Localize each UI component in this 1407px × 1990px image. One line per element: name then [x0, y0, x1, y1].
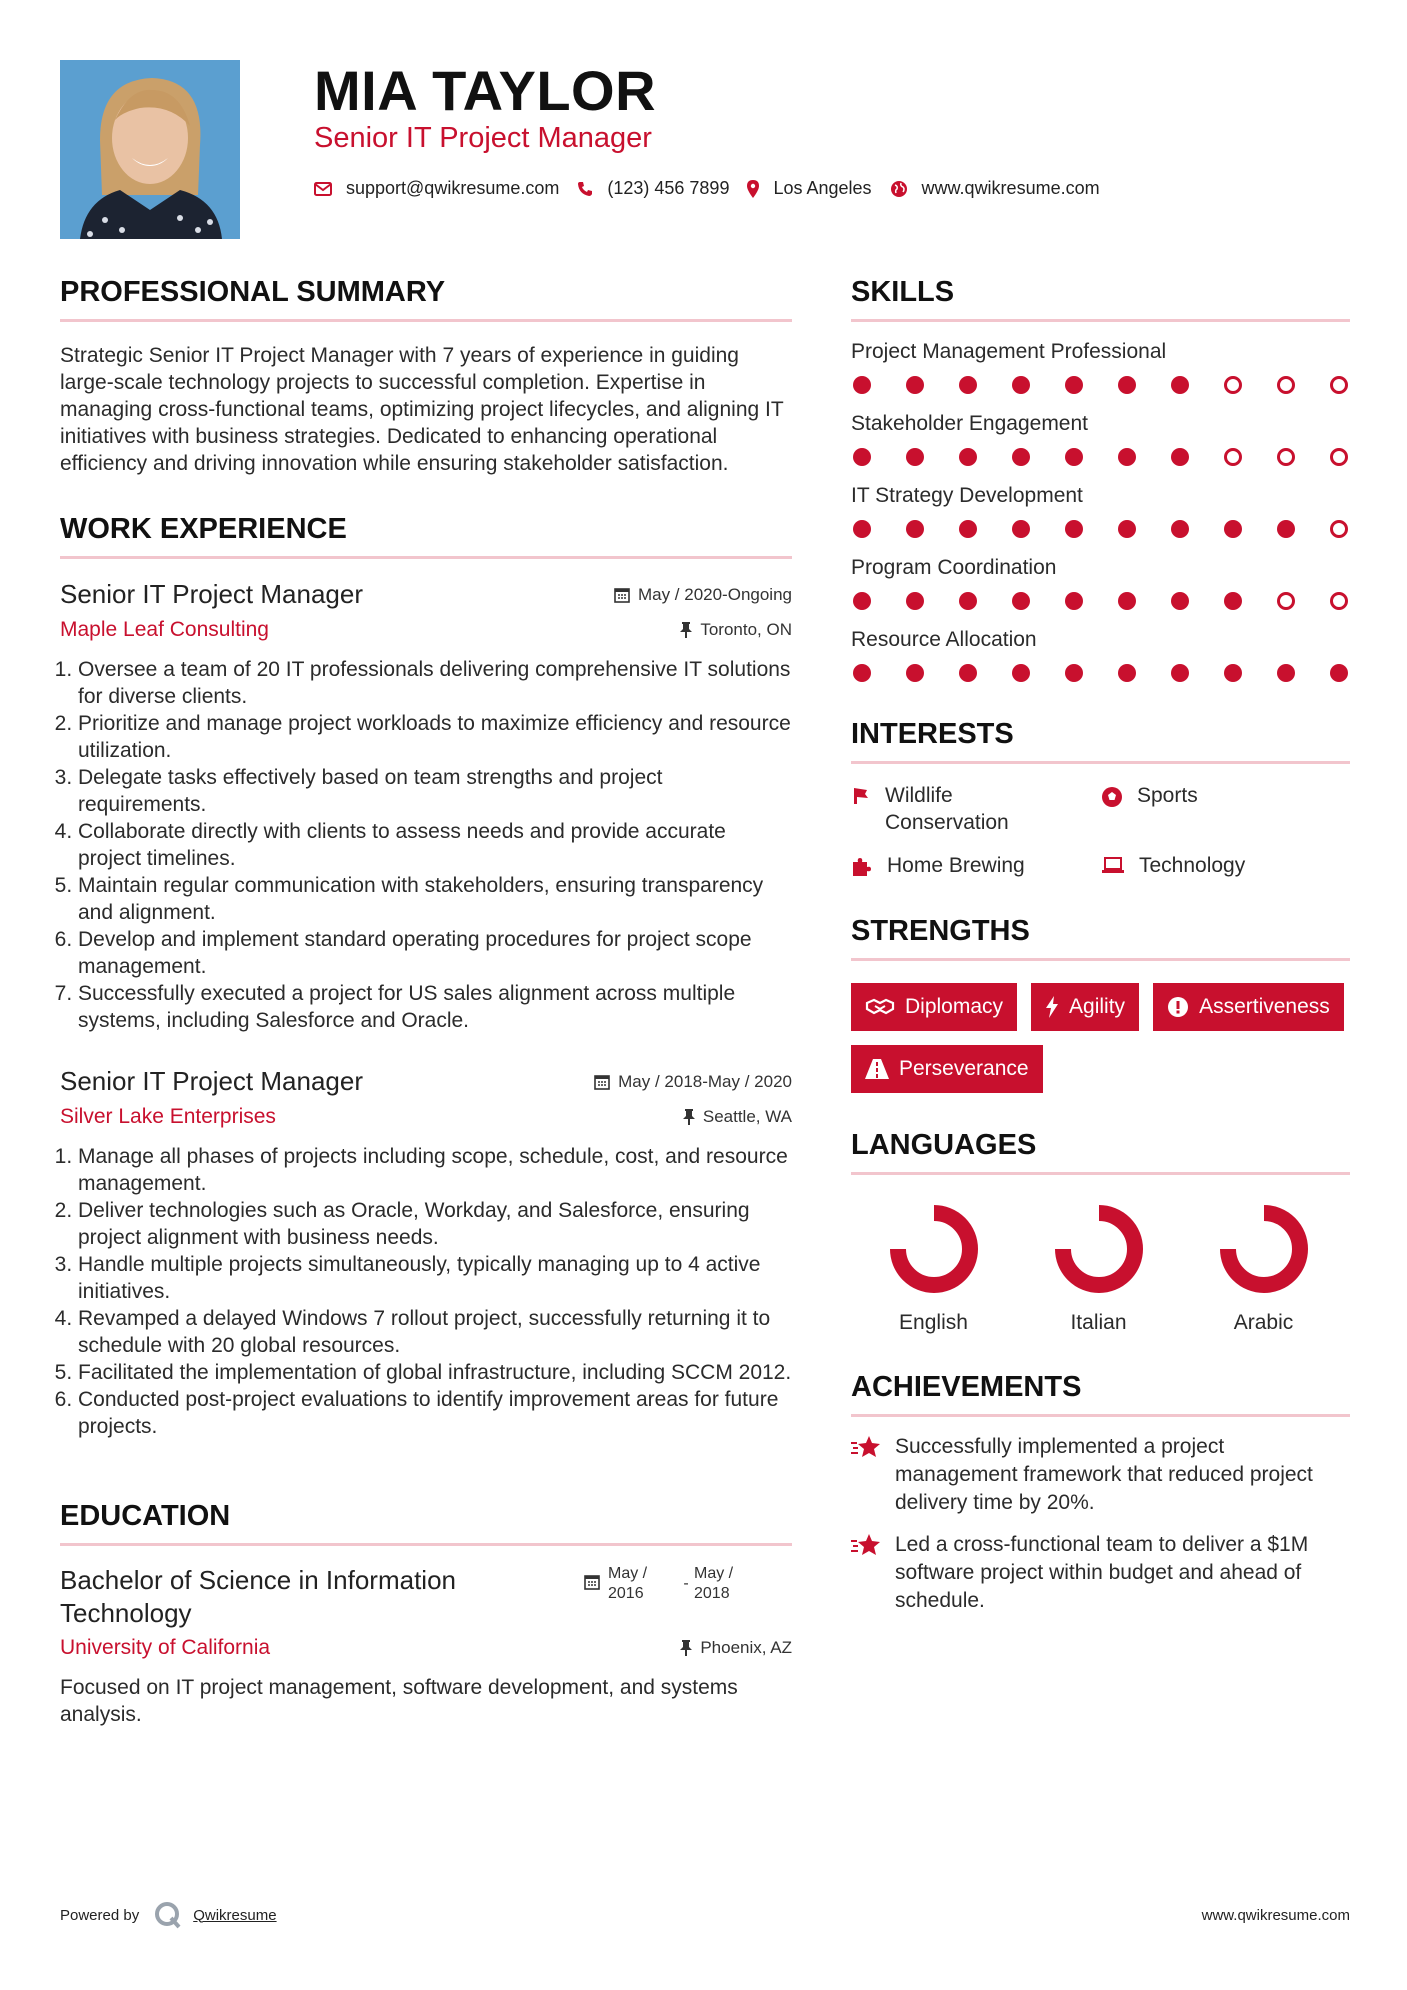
qwikresume-logo-icon [153, 1900, 183, 1930]
interests-list [851, 782, 1350, 879]
rating-dot-filled [1065, 520, 1083, 538]
rating-dot-filled [1065, 592, 1083, 610]
phone-icon [577, 181, 593, 197]
interest-item [851, 852, 1101, 879]
job-dates [594, 1072, 792, 1092]
job-dates-text: May / 2020-Ongoing [637, 585, 792, 604]
language-gauge [1051, 1201, 1147, 1297]
rating-dot-empty [1330, 592, 1348, 610]
envelope-icon [314, 182, 332, 196]
rating-dot-filled [1118, 376, 1136, 394]
rating-dot-empty [1224, 448, 1242, 466]
website-text: www.qwikresume.com [921, 178, 1100, 198]
gauge-arc [1228, 1213, 1300, 1285]
list-item: 2. Prioritize and manage project workloads to maximize efficiency and resource utilization. [78, 710, 792, 764]
rating-dot-filled [906, 664, 924, 682]
brand-link[interactable]: Qwikresume [193, 1906, 277, 1924]
skill-rating [851, 664, 1350, 682]
rating-dot-filled [1171, 520, 1189, 538]
footer [60, 1900, 1350, 1930]
job-dates-text: May / 2018-May / 2020 [618, 1072, 792, 1091]
list-item: 3. Handle multiple projects simultaneously, typically managing up to 4 active initiatives. [78, 1251, 792, 1305]
rating-dot-filled [1065, 448, 1083, 466]
rating-dot-filled [906, 448, 924, 466]
experience-heading: WORK EXPERIENCE [60, 513, 792, 559]
achievement-text: Successfully implemented a project management framework that reduced project delivery time by 20%. [895, 1435, 1313, 1514]
strength-label: Diplomacy [905, 995, 1004, 1018]
summary-heading: PROFESSIONAL SUMMARY [60, 276, 792, 322]
language-name: Arabic [1233, 1311, 1294, 1334]
education-location-text: Phoenix, AZ [700, 1638, 792, 1657]
list-item: 3. Delegate tasks effectively based on team strengths and project requirements. [78, 764, 792, 818]
education-location [680, 1638, 792, 1658]
rating-dot-filled [959, 664, 977, 682]
handshake-icon [865, 997, 895, 1017]
email-text: support@qwikresume.com [346, 178, 560, 198]
rating-dot-filled [853, 448, 871, 466]
rating-dot-filled [906, 376, 924, 394]
education-description: Focused on IT project management, software development, and systems analysis. [60, 1676, 738, 1726]
language-item [1181, 1201, 1346, 1335]
puzzle-icon [851, 856, 873, 876]
language-name: English [899, 1311, 968, 1334]
rating-dot-filled [1065, 664, 1083, 682]
language-gauge [886, 1201, 982, 1297]
skill-rating [851, 592, 1350, 610]
footer-site[interactable]: www.qwikresume.com [1201, 1906, 1350, 1924]
skills-heading: SKILLS [851, 276, 1350, 322]
flag-icon [851, 786, 871, 806]
languages-heading: LANGUAGES [851, 1129, 1350, 1175]
rating-dot-filled [853, 592, 871, 610]
job-location-text: Seattle, WA [702, 1107, 792, 1126]
strength-badge [851, 983, 1017, 1031]
interest-label: Wildlife Conservation [885, 784, 1009, 834]
gauge-arc [898, 1213, 970, 1285]
rating-dot-filled [853, 664, 871, 682]
job-location [683, 1107, 792, 1127]
rating-dot-empty [1330, 520, 1348, 538]
pushpin-icon [680, 1640, 692, 1656]
skill-name: Program Coordination [851, 556, 1057, 579]
skill-rating [851, 376, 1350, 394]
skill-item [851, 484, 1350, 538]
rating-dot-filled [1171, 376, 1189, 394]
road-icon [865, 1059, 889, 1079]
interest-item [1101, 782, 1341, 836]
education-dates [584, 1564, 764, 1630]
skills-list [851, 340, 1350, 682]
language-item [1016, 1201, 1181, 1335]
interest-item [1101, 852, 1341, 879]
strengths-list [851, 983, 1350, 1093]
strength-badge [851, 1045, 1043, 1093]
company-name: Maple Leaf Consulting [60, 618, 269, 641]
language-gauge [1216, 1201, 1312, 1297]
rating-dot-filled [1012, 448, 1030, 466]
list-item: 1. Manage all phases of projects including scope, schedule, cost, and resource management. [78, 1143, 792, 1197]
interest-label: Home Brewing [887, 854, 1025, 877]
candidate-name: MIA TAYLOR [314, 59, 657, 122]
list-item: 6. Conducted post-project evaluations to identify improvement areas for future projects. [78, 1386, 792, 1440]
skill-name: Resource Allocation [851, 628, 1037, 651]
skill-item [851, 412, 1350, 466]
rating-dot-filled [1012, 376, 1030, 394]
calendar-icon [584, 1574, 600, 1590]
job-entry [60, 1066, 792, 1440]
rating-dot-filled [853, 520, 871, 538]
rating-dot-filled [959, 520, 977, 538]
list-item: 2. Deliver technologies such as Oracle, Workday, and Salesforce, ensuring project alignment with business needs. [78, 1197, 792, 1251]
strength-label: Agility [1069, 995, 1126, 1018]
rating-dot-filled [1224, 664, 1242, 682]
summary-text: Strategic Senior IT Project Manager with 7 years of experience in guiding large-scale technology projects to successful completion. Expertise in managing cross-functional teams, optimizing project lifecycles, and aligning IT initiatives with business strategies. Dedicated to enhancing operational efficiency and driving innovation while ensuring stakeholder satisfaction. [60, 344, 784, 475]
skill-name: IT Strategy Development [851, 484, 1083, 507]
rating-dot-filled [1224, 592, 1242, 610]
rating-dot-empty [1330, 376, 1348, 394]
laptop-icon [1101, 856, 1125, 874]
rating-dot-filled [1171, 592, 1189, 610]
rating-dot-filled [1118, 592, 1136, 610]
list-item: 7. Successfully executed a project for US sales alignment across multiple systems, including Salesforce and Oracle. [78, 980, 792, 1034]
job-location [680, 620, 792, 640]
strength-label: Perseverance [899, 1057, 1029, 1080]
contact-phone[interactable] [577, 178, 729, 199]
powered-by [60, 1900, 277, 1930]
rating-dot-empty [1330, 448, 1348, 466]
achievements-list [851, 1433, 1350, 1615]
candidate-title: Senior IT Project Manager [314, 122, 652, 154]
job-title: Senior IT Project Manager [60, 579, 363, 609]
rating-dot-filled [1118, 520, 1136, 538]
skill-item [851, 556, 1350, 610]
company-name: Silver Lake Enterprises [60, 1105, 276, 1128]
rating-dot-empty [1277, 448, 1295, 466]
bolt-icon [1045, 996, 1059, 1018]
calendar-icon [614, 587, 630, 603]
contact-email[interactable] [314, 178, 559, 199]
rating-dot-filled [1065, 376, 1083, 394]
skill-item [851, 340, 1350, 394]
rating-dot-filled [959, 448, 977, 466]
rating-dot-empty [1224, 376, 1242, 394]
achievement-item [851, 1433, 1350, 1517]
star-icon [851, 1435, 881, 1459]
rating-dot-filled [1118, 448, 1136, 466]
strength-badge [1153, 983, 1344, 1031]
skill-rating [851, 448, 1350, 466]
star-icon [851, 1533, 881, 1557]
rating-dot-filled [1277, 520, 1295, 538]
degree-title: Bachelor of Science in Information Technology [60, 1565, 456, 1628]
education-end: May / 2018 [694, 1565, 734, 1602]
strength-label: Assertiveness [1199, 995, 1330, 1018]
rating-dot-filled [1171, 664, 1189, 682]
strength-badge [1031, 983, 1139, 1031]
calendar-icon [594, 1074, 610, 1090]
list-item: 5. Facilitated the implementation of global infrastructure, including SCCM 2012. [78, 1359, 792, 1386]
rating-dot-filled [1012, 664, 1030, 682]
contact-website[interactable] [890, 178, 1100, 199]
interest-item [851, 782, 1101, 836]
right-column [851, 276, 1350, 1615]
achievement-text: Led a cross-functional team to deliver a $1M software project within budget and ahead of schedule. [895, 1533, 1309, 1612]
map-pin-icon [747, 180, 759, 198]
list-item: 4. Revamped a delayed Windows 7 rollout project, successfully returning it to schedule with 20 global resources. [78, 1305, 792, 1359]
rating-dot-filled [959, 376, 977, 394]
languages-list [851, 1201, 1350, 1335]
strengths-heading: STRENGTHS [851, 915, 1350, 961]
interest-label: Sports [1137, 784, 1198, 807]
location-text: Los Angeles [773, 178, 872, 198]
rating-dot-filled [853, 376, 871, 394]
job-entry [60, 579, 792, 1034]
rating-dot-filled [1012, 520, 1030, 538]
job-title: Senior IT Project Manager [60, 1066, 363, 1096]
duties-list [60, 1143, 792, 1440]
duties-list [60, 656, 792, 1034]
skill-item [851, 628, 1350, 682]
interest-label: Technology [1139, 854, 1246, 877]
rating-dot-filled [959, 592, 977, 610]
contact-location [747, 178, 871, 199]
achievements-heading: ACHIEVEMENTS [851, 1371, 1350, 1417]
achievement-item [851, 1531, 1350, 1615]
rating-dot-filled [1330, 664, 1348, 682]
skill-rating [851, 520, 1350, 538]
rating-dot-filled [1012, 592, 1030, 610]
globe-icon [890, 180, 908, 198]
education-heading: EDUCATION [60, 1500, 792, 1546]
list-item: 4. Collaborate directly with clients to assess needs and provide accurate project timelines. [78, 818, 792, 872]
rating-dot-filled [1224, 520, 1242, 538]
rating-dot-filled [906, 592, 924, 610]
list-item: 6. Develop and implement standard operating procedures for project scope management. [78, 926, 792, 980]
left-column [60, 276, 792, 1728]
rating-dot-filled [1171, 448, 1189, 466]
language-item [851, 1201, 1016, 1335]
rating-dot-empty [1277, 376, 1295, 394]
pushpin-icon [683, 1109, 695, 1125]
list-item: 1. Oversee a team of 20 IT professionals delivering comprehensive IT solutions for diverse clients. [78, 656, 792, 710]
rating-dot-filled [1277, 664, 1295, 682]
school-name: University of California [60, 1636, 271, 1659]
profile-photo [60, 60, 240, 239]
skill-name: Project Management Professional [851, 340, 1167, 363]
list-item: 5. Maintain regular communication with stakeholders, ensuring transparency and alignment. [78, 872, 792, 926]
contact-bar [314, 178, 1118, 199]
rating-dot-empty [1277, 592, 1295, 610]
rating-dot-filled [906, 520, 924, 538]
exclamation-circle-icon [1167, 996, 1189, 1018]
pushpin-icon [680, 622, 692, 638]
job-location-text: Toronto, ON [700, 620, 792, 639]
language-name: Italian [1070, 1311, 1127, 1334]
interests-heading: INTERESTS [851, 718, 1350, 764]
date-separator: - [683, 1575, 689, 1592]
phone-text: (123) 456 7899 [607, 178, 730, 198]
rating-dot-filled [1118, 664, 1136, 682]
job-dates [614, 585, 792, 605]
education-start: May / 2016 [608, 1565, 648, 1602]
soccer-ball-icon [1101, 786, 1123, 808]
powered-by-label: Powered by [60, 1906, 140, 1924]
skill-name: Stakeholder Engagement [851, 412, 1088, 435]
gauge-arc [1063, 1213, 1135, 1285]
